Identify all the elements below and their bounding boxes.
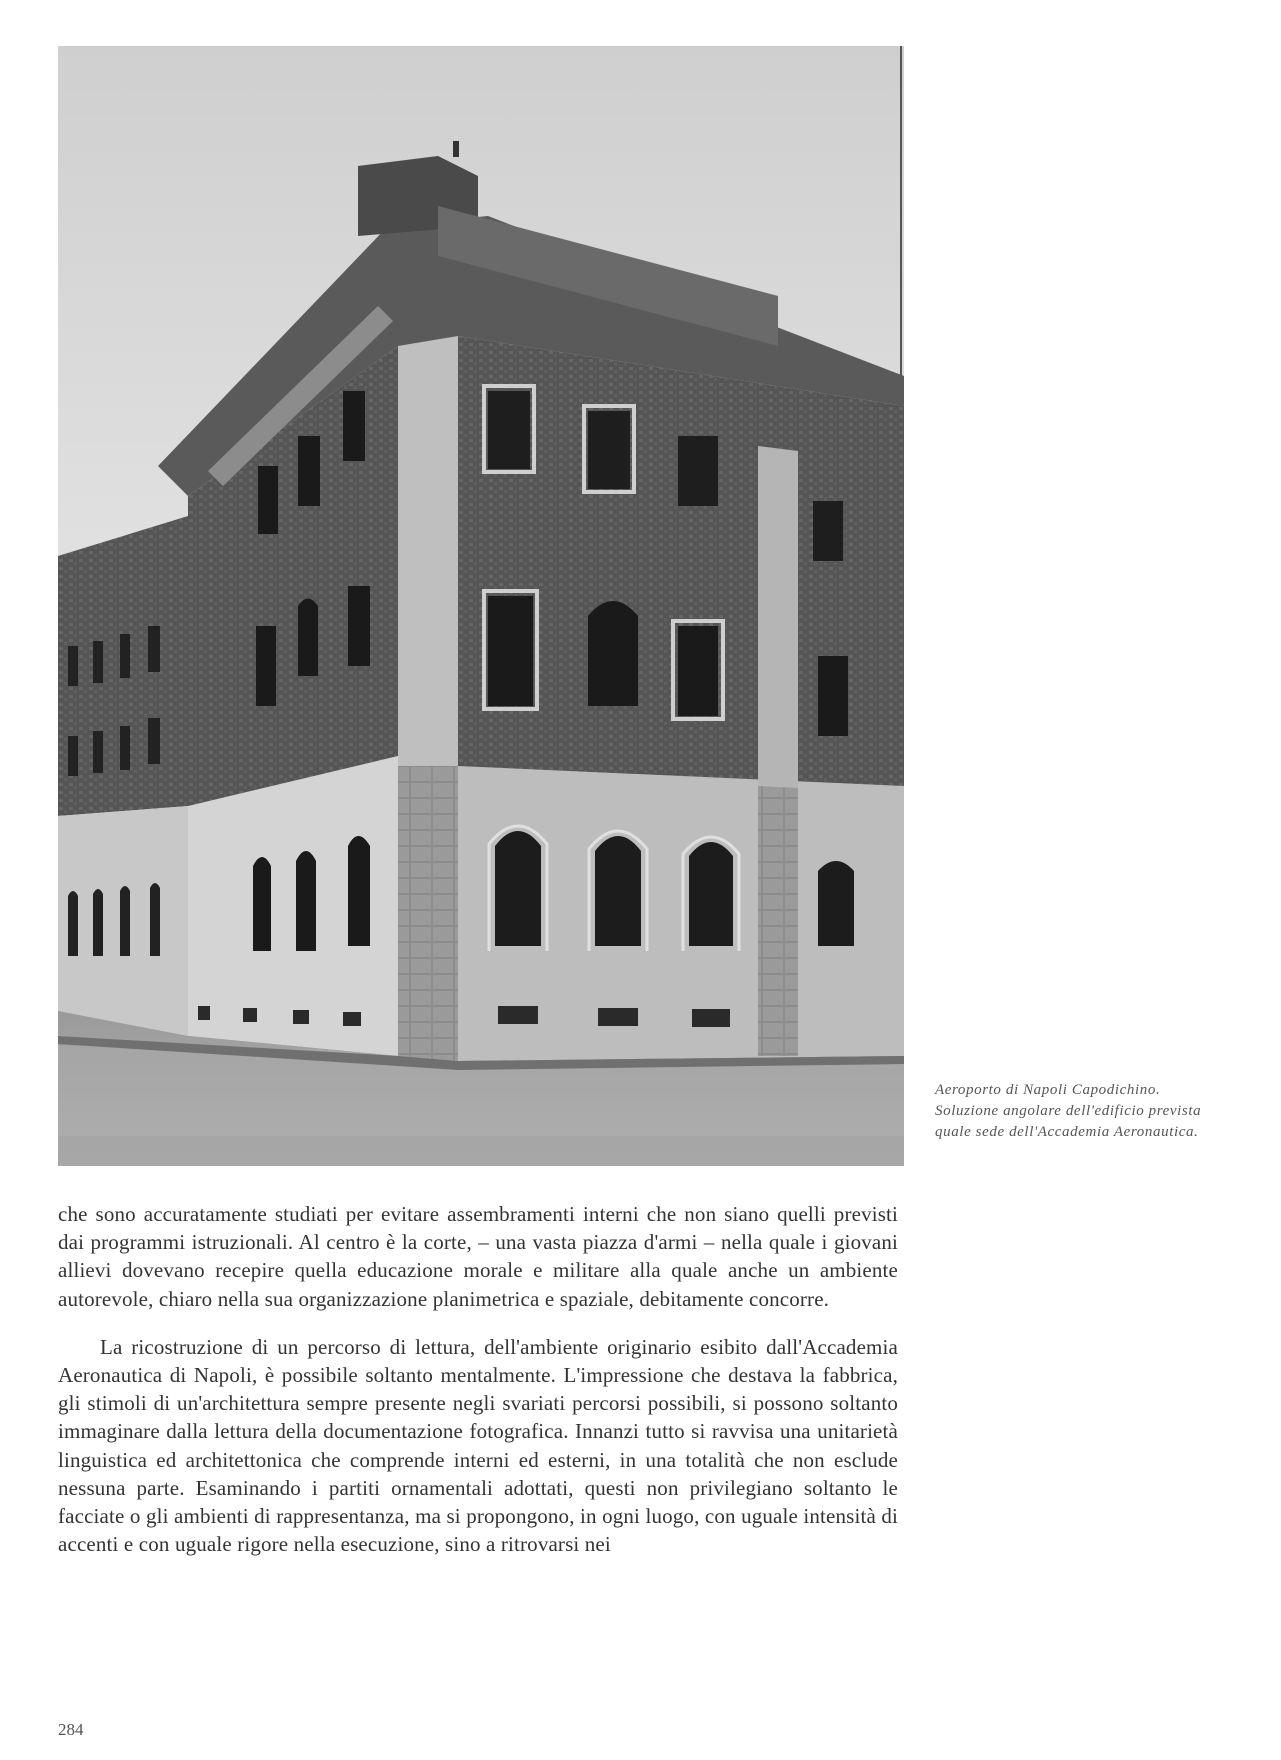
page-number: 284: [58, 1720, 84, 1739]
building-photo: [58, 46, 904, 1166]
building-photo-icon: [58, 46, 904, 1166]
body-text: [58, 1200, 898, 1558]
photo-caption: [935, 1080, 1205, 1143]
paragraph-1: che sono accuratamente studiati per evitare assembramenti interni che non siano quelli previsti dai programmi istruzionali. Al centro è la corte, – una vasta piazza d'armi – nella quale i giovani allievi dovevano recepire quella educazione morale e militare alla quale anche un ambiente autorevole, chiaro nella sua organizzazione planimetrica e spaziale, debitamente concorre.: [58, 1202, 898, 1311]
paragraph-2: La ricostruzione di un percorso di lettura, dell'ambiente originario esibito dall'Accademia Aeronautica di Napoli, è possibile soltanto mentalmente. L'impressione che destava la fabbrica, gli stimoli di un'architettura sempre presente negli svariati percorsi possibili, si possono soltanto immaginare dalla lettura della documentazione fotografica. Innanzi tutto si ravvisa una unitarietà linguistica ed architettonica che comprende interni ed esterni, in una totalità che non esclude nessuna parte. Esaminando i partiti ornamentali adottati, questi non privilegiano soltanto le facciate o gli ambienti di rappresentanza, ma si propongono, in ogni luogo, con uguale intensità di accenti e con uguale rigore nella esecuzione, sino a ritrovarsi nei: [58, 1334, 898, 1557]
caption-text: Aeroporto di Napoli Capodichino. Soluzione angolare dell'edificio prevista quale sede dell'Accademia Aeronautica.: [935, 1082, 1202, 1140]
